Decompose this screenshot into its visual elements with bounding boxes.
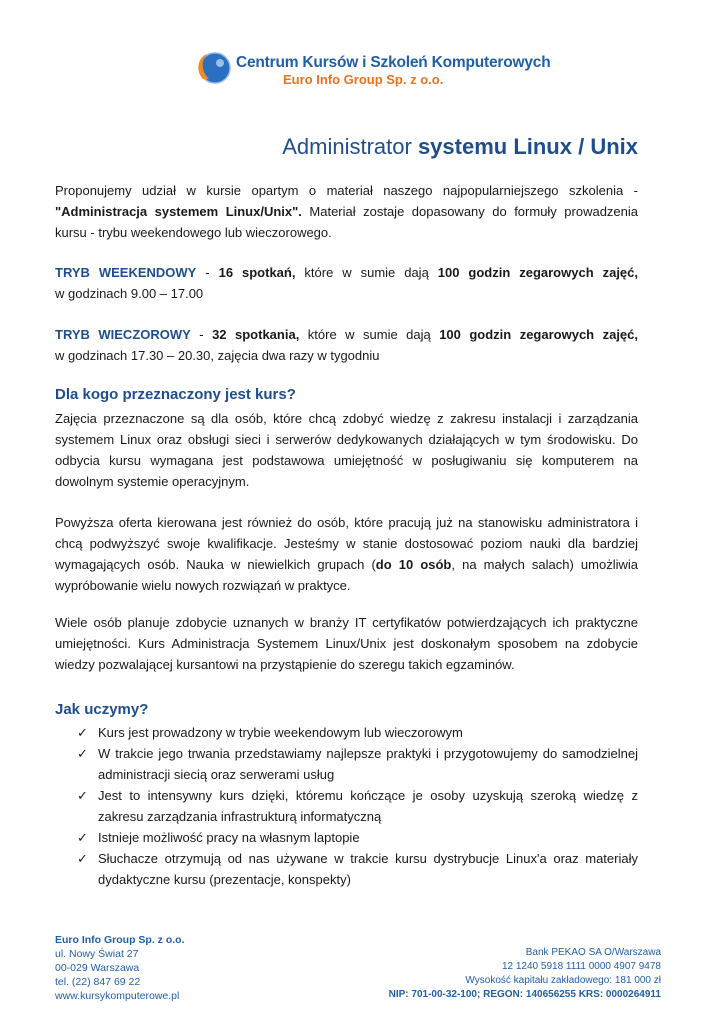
footer-bank: Bank PEKAO SA O/Warszawa xyxy=(525,947,661,958)
weekend-count: 16 spotkań, xyxy=(218,265,296,280)
footer-bank-info xyxy=(389,946,661,1002)
footer-company: Euro Info Group Sp. z o.o. xyxy=(55,934,185,946)
evening-dash: - xyxy=(190,327,213,342)
footer-capital: Wysokość kapitału zakładowego: 181 000 zł xyxy=(465,975,661,986)
title-plain: Administrator xyxy=(282,134,412,159)
evening-label: TRYB WIECZOROWY xyxy=(55,327,191,342)
evening-hours: 100 godzin zegarowych zajęć, xyxy=(439,327,638,342)
intro-text-2: Materiał zostaje dopasowany do formuły prowadzenia kursu - trybu weekendowego lub wieczorowego. xyxy=(55,204,639,240)
footer-city: 00-029 Warszawa xyxy=(55,962,140,974)
list-item xyxy=(55,827,638,848)
weekend-mode xyxy=(55,262,638,304)
group-size: do 10 osób xyxy=(375,557,452,572)
method-list-container xyxy=(55,722,638,890)
checkmark-icon: ✓ xyxy=(77,746,88,761)
section-heading-method: Jak uczymy? xyxy=(55,701,149,718)
list-item xyxy=(55,848,638,890)
logo-title: Centrum Kursów i Szkoleń Komputerowych xyxy=(236,54,551,71)
intro-text-1: Proponujemy udział w kursie opartym o materiał naszego najpopularniejszego szkolenia - xyxy=(55,183,638,198)
evening-mode xyxy=(55,324,638,366)
checkmark-icon: ✓ xyxy=(77,725,88,740)
list-item-text: Istnieje możliwość pracy na własnym laptopie xyxy=(98,830,360,845)
footer-street: ul. Nowy Świat 27 xyxy=(55,948,139,960)
evening-mid-text: które w sumie dają xyxy=(299,327,440,342)
audience-paragraph-1: Zajęcia przeznaczone są dla osób, które chcą zdobyć wiedzę z zakresu instalacji i zarządzania systemem Linux oraz obsługi sieci i serwerów dedykowanych działających w tym środowisku. Do odbycia kursu wymagana jest podstawowa umiejętność w posługiwaniu się komputerem na dowolnym systemie operacyjnym. xyxy=(55,411,638,489)
weekend-hours: 100 godzin zegarowych zajęć, xyxy=(437,265,639,280)
footer-website-link[interactable]: www.kursykomputerowe.pl xyxy=(55,990,180,1002)
audience-p2-text-2: , na małych salach) umożliwia wypróbowanie wielu nowych rozwiązań w praktyce. xyxy=(55,557,638,593)
list-item xyxy=(55,743,638,785)
footer-account: 12 1240 5918 1111 0000 4907 9478 xyxy=(501,961,661,972)
audience-paragraph-2 xyxy=(55,512,638,596)
intro-course-name: "Administracja systemem Linux/Unix". xyxy=(55,204,302,219)
checkmark-icon: ✓ xyxy=(77,788,88,803)
list-item-text: Jest to intensywny kurs dzięki, któremu kończące je osoby uzyskują szeroką wiedzę z zakresu zarządzania infrastrukturą informatyczną xyxy=(98,788,638,824)
list-item xyxy=(55,722,638,743)
logo-subtitle: Euro Info Group Sp. z o.o. xyxy=(283,72,444,87)
evening-count: 32 spotkania, xyxy=(212,327,300,342)
section-heading-audience: Dla kogo przeznaczony jest kurs? xyxy=(55,386,296,403)
footer-address xyxy=(55,933,185,1003)
evening-detail: w godzinach 17.30 – 20.30, zajęcia dwa razy w tygodniu xyxy=(55,348,380,363)
list-item-text: W trakcie jego trwania przedstawiamy najlepsze praktyki i przygotowujemy do samodzielnej administracji siecią oraz serwerami usług xyxy=(98,746,638,782)
footer-phone: tel. (22) 847 69 22 xyxy=(55,976,141,988)
weekend-mid-text: które w sumie dają xyxy=(295,265,438,280)
title-bold: systemu Linux / Unix xyxy=(417,134,638,159)
footer-ids: NIP: 701-00-32-100; REGON: 140656255 KRS: 0000264911 xyxy=(388,989,661,1000)
intro-paragraph xyxy=(55,180,638,243)
page-title xyxy=(282,134,638,160)
list-item-text: Słuchacze otrzymują od nas używane w trakcie kursu dystrybucje Linux'a oraz materiały dydaktyczne kursu (prezentacje, konspekty) xyxy=(98,851,638,887)
audience-paragraph-3: Wiele osób planuje zdobycie uznanych w branży IT certyfikatów potwierdzających ich praktyczne umiejętności. Kurs Administracja Systemem Linux/Unix jest doskonałym sposobem na zdobycie wiedzy pozwalającej kursantowi na przystąpienie do szeregu takich egzaminów. xyxy=(55,615,638,672)
audience-p2-text-1: Powyższa oferta kierowana jest również do osób, które pracują już na stanowisku administratora i chcą podwyższyć swoje kwalifikacje. Jesteśmy w stanie dostosować poziom nauki dla bardziej wymagających osób. Nauka w niewielkich grupach ( xyxy=(55,515,638,572)
weekend-detail: w godzinach 9.00 – 17.00 xyxy=(55,286,204,301)
checkmark-icon: ✓ xyxy=(77,851,88,866)
weekend-dash: - xyxy=(196,265,219,280)
weekend-label: TRYB WEEKENDOWY xyxy=(55,265,197,280)
logo-globe-icon xyxy=(193,49,233,89)
list-item-text: Kurs jest prowadzony w trybie weekendowym lub wieczorowym xyxy=(98,725,463,740)
method-list xyxy=(55,722,638,890)
list-item xyxy=(55,785,638,827)
checkmark-icon: ✓ xyxy=(77,830,88,845)
company-logo xyxy=(193,49,551,93)
